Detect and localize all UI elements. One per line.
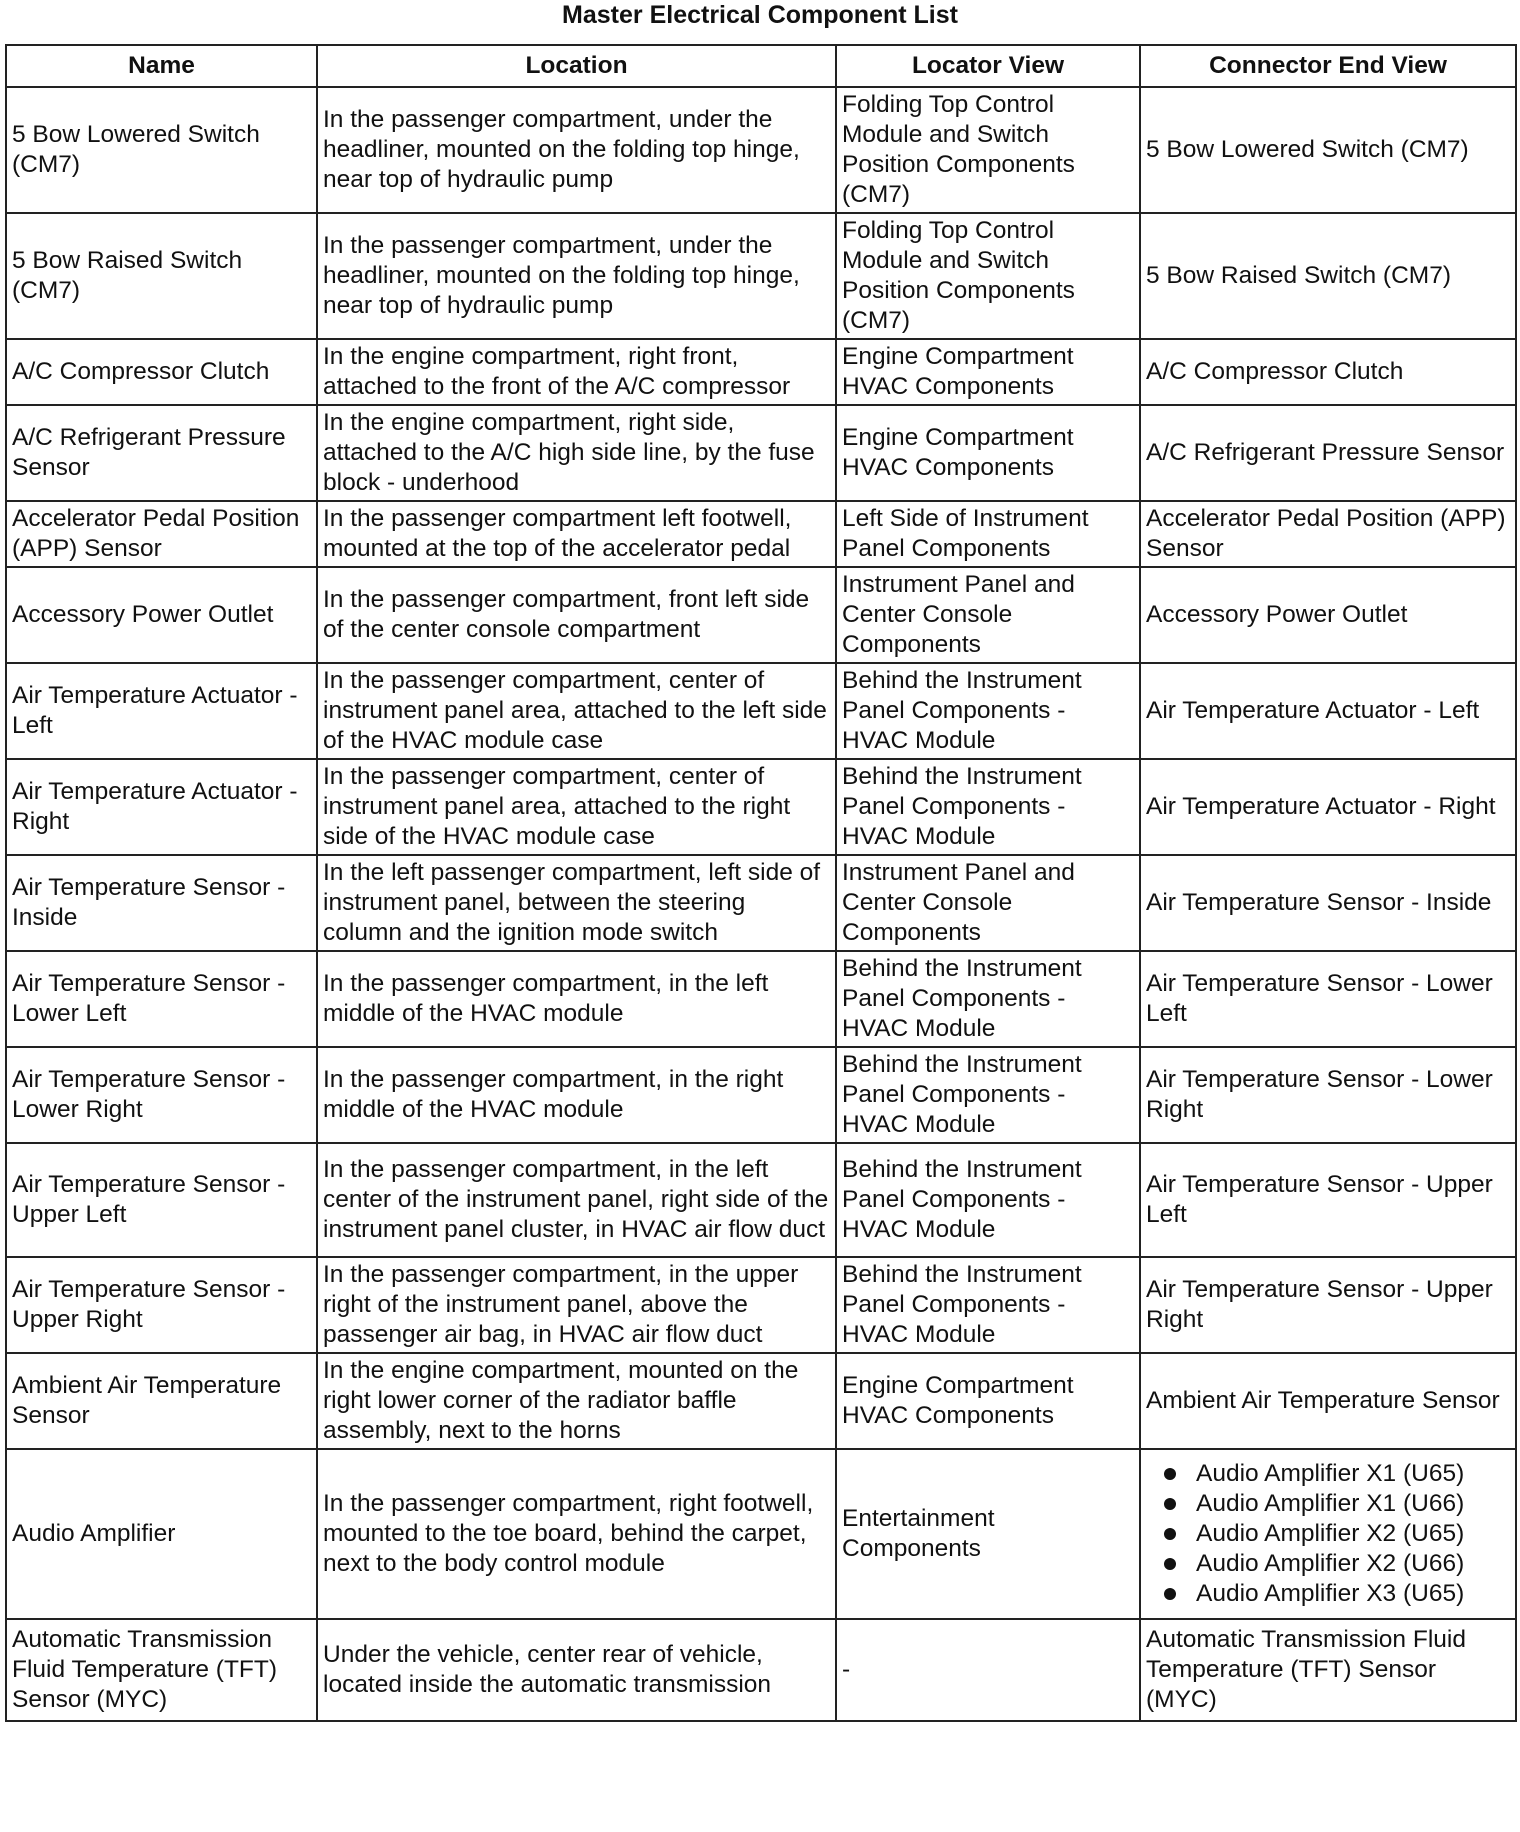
cell-location: In the engine compartment, right front, attached to the front of the A/C compressor	[317, 339, 836, 405]
cell-connector-end-view: A/C Compressor Clutch	[1140, 339, 1516, 405]
table-row	[6, 1619, 1516, 1721]
cell-name: 5 Bow Raised Switch (CM7)	[6, 213, 317, 339]
list-item: Audio Amplifier X3 (U65)	[1164, 1579, 1509, 1609]
table-row	[6, 567, 1516, 663]
cell-location: In the passenger compartment, under the headliner, mounted on the folding top hinge, near top of hydraulic pump	[317, 87, 836, 213]
table-row	[6, 1257, 1516, 1353]
table-row	[6, 501, 1516, 567]
cell-name: Air Temperature Sensor - Lower Left	[6, 951, 317, 1047]
cell-connector-end-view: Air Temperature Sensor - Upper Right	[1140, 1257, 1516, 1353]
cell-location: In the passenger compartment, in the right middle of the HVAC module	[317, 1047, 836, 1143]
table-header-row	[6, 45, 1516, 87]
column-header-name: Name	[6, 45, 317, 87]
cell-name: Air Temperature Sensor - Upper Left	[6, 1143, 317, 1257]
cell-location: In the passenger compartment, in the left middle of the HVAC module	[317, 951, 836, 1047]
cell-name: A/C Refrigerant Pressure Sensor	[6, 405, 317, 501]
cell-location: In the left passenger compartment, left side of instrument panel, between the steering column and the ignition mode switch	[317, 855, 836, 951]
list-item: Audio Amplifier X2 (U65)	[1164, 1519, 1509, 1549]
table-row	[6, 759, 1516, 855]
table-row	[6, 1353, 1516, 1449]
cell-connector-end-view: A/C Refrigerant Pressure Sensor	[1140, 405, 1516, 501]
cell-location: In the passenger compartment, center of instrument panel area, attached to the right side of the HVAC module case	[317, 759, 836, 855]
cell-location: In the passenger compartment left footwell, mounted at the top of the accelerator pedal	[317, 501, 836, 567]
cell-location: In the passenger compartment, under the headliner, mounted on the folding top hinge, near top of hydraulic pump	[317, 213, 836, 339]
cell-name: Automatic Transmission Fluid Temperature (TFT) Sensor (MYC)	[6, 1619, 317, 1721]
cell-name: Ambient Air Temperature Sensor	[6, 1353, 317, 1449]
cell-locator-view: Behind the Instrument Panel Components - HVAC Module	[836, 1047, 1140, 1143]
table-row	[6, 663, 1516, 759]
cell-location: Under the vehicle, center rear of vehicle, located inside the automatic transmission	[317, 1619, 836, 1721]
cell-locator-view: Behind the Instrument Panel Components - HVAC Module	[836, 1257, 1140, 1353]
cell-connector-end-view: Accessory Power Outlet	[1140, 567, 1516, 663]
cell-connector-end-view: Air Temperature Sensor - Inside	[1140, 855, 1516, 951]
table-row	[6, 1047, 1516, 1143]
page-title: Master Electrical Component List	[562, 1, 958, 29]
cell-location: In the passenger compartment, center of instrument panel area, attached to the left side of the HVAC module case	[317, 663, 836, 759]
cell-connector-end-view: Air Temperature Sensor - Upper Left	[1140, 1143, 1516, 1257]
cell-name: Air Temperature Sensor - Inside	[6, 855, 317, 951]
cell-location: In the passenger compartment, in the upper right of the instrument panel, above the passenger air bag, in HVAC air flow duct	[317, 1257, 836, 1353]
cell-connector-end-view: Air Temperature Sensor - Lower Right	[1140, 1047, 1516, 1143]
cell-connector-end-view: 5 Bow Raised Switch (CM7)	[1140, 213, 1516, 339]
cell-locator-view: Instrument Panel and Center Console Components	[836, 567, 1140, 663]
cell-name: Accelerator Pedal Position (APP) Sensor	[6, 501, 317, 567]
cell-name: Air Temperature Sensor - Lower Right	[6, 1047, 317, 1143]
cell-connector-end-view: Accelerator Pedal Position (APP) Sensor	[1140, 501, 1516, 567]
table-row	[6, 213, 1516, 339]
cell-name: Air Temperature Actuator - Left	[6, 663, 317, 759]
cell-name: 5 Bow Lowered Switch (CM7)	[6, 87, 317, 213]
cell-connector-end-view: Air Temperature Actuator - Left	[1140, 663, 1516, 759]
cell-locator-view: Engine Compartment HVAC Components	[836, 339, 1140, 405]
table-row	[6, 339, 1516, 405]
cell-locator-view: Behind the Instrument Panel Components - HVAC Module	[836, 951, 1140, 1047]
cell-locator-view: Behind the Instrument Panel Components - HVAC Module	[836, 1143, 1140, 1257]
cell-connector-end-view: Ambient Air Temperature Sensor	[1140, 1353, 1516, 1449]
table-row	[6, 405, 1516, 501]
table-row	[6, 1449, 1516, 1619]
column-header-location: Location	[317, 45, 836, 87]
cell-locator-view: Folding Top Control Module and Switch Position Components (CM7)	[836, 87, 1140, 213]
cell-location: In the passenger compartment, right footwell, mounted to the toe board, behind the carpet, next to the body control module	[317, 1449, 836, 1619]
cell-locator-view: Behind the Instrument Panel Components - HVAC Module	[836, 759, 1140, 855]
cell-locator-view: Entertainment Components	[836, 1449, 1140, 1619]
cell-locator-view: Left Side of Instrument Panel Components	[836, 501, 1140, 567]
table-row	[6, 1143, 1516, 1257]
component-table	[5, 44, 1517, 1722]
cell-connector-end-view: Air Temperature Actuator - Right	[1140, 759, 1516, 855]
cell-locator-view: -	[836, 1619, 1140, 1721]
cell-locator-view: Engine Compartment HVAC Components	[836, 1353, 1140, 1449]
cell-location: In the engine compartment, mounted on the right lower corner of the radiator baffle assembly, next to the horns	[317, 1353, 836, 1449]
cell-connector-end-view	[1140, 1449, 1516, 1619]
cell-name: Audio Amplifier	[6, 1449, 317, 1619]
cell-locator-view: Folding Top Control Module and Switch Position Components (CM7)	[836, 213, 1140, 339]
cell-location: In the passenger compartment, in the left center of the instrument panel, right side of the instrument panel cluster, in HVAC air flow duct	[317, 1143, 836, 1257]
column-header-connector-end-view: Connector End View	[1140, 45, 1516, 87]
cell-name: Air Temperature Actuator - Right	[6, 759, 317, 855]
cell-connector-end-view: 5 Bow Lowered Switch (CM7)	[1140, 87, 1516, 213]
cell-name: Accessory Power Outlet	[6, 567, 317, 663]
cell-name: Air Temperature Sensor - Upper Right	[6, 1257, 317, 1353]
cell-locator-view: Instrument Panel and Center Console Components	[836, 855, 1140, 951]
table-row	[6, 87, 1516, 213]
cell-location: In the passenger compartment, front left side of the center console compartment	[317, 567, 836, 663]
cell-locator-view: Behind the Instrument Panel Components - HVAC Module	[836, 663, 1140, 759]
list-item: Audio Amplifier X1 (U66)	[1164, 1489, 1509, 1519]
table-row	[6, 855, 1516, 951]
cell-connector-end-view: Automatic Transmission Fluid Temperature (TFT) Sensor (MYC)	[1140, 1619, 1516, 1721]
list-item: Audio Amplifier X1 (U65)	[1164, 1459, 1509, 1489]
cell-name: A/C Compressor Clutch	[6, 339, 317, 405]
column-header-locator-view: Locator View	[836, 45, 1140, 87]
cell-locator-view: Engine Compartment HVAC Components	[836, 405, 1140, 501]
cell-connector-end-view: Air Temperature Sensor - Lower Left	[1140, 951, 1516, 1047]
connector-bullet-list	[1146, 1459, 1509, 1609]
table-row	[6, 951, 1516, 1047]
cell-location: In the engine compartment, right side, attached to the A/C high side line, by the fuse block - underhood	[317, 405, 836, 501]
list-item: Audio Amplifier X2 (U66)	[1164, 1549, 1509, 1579]
